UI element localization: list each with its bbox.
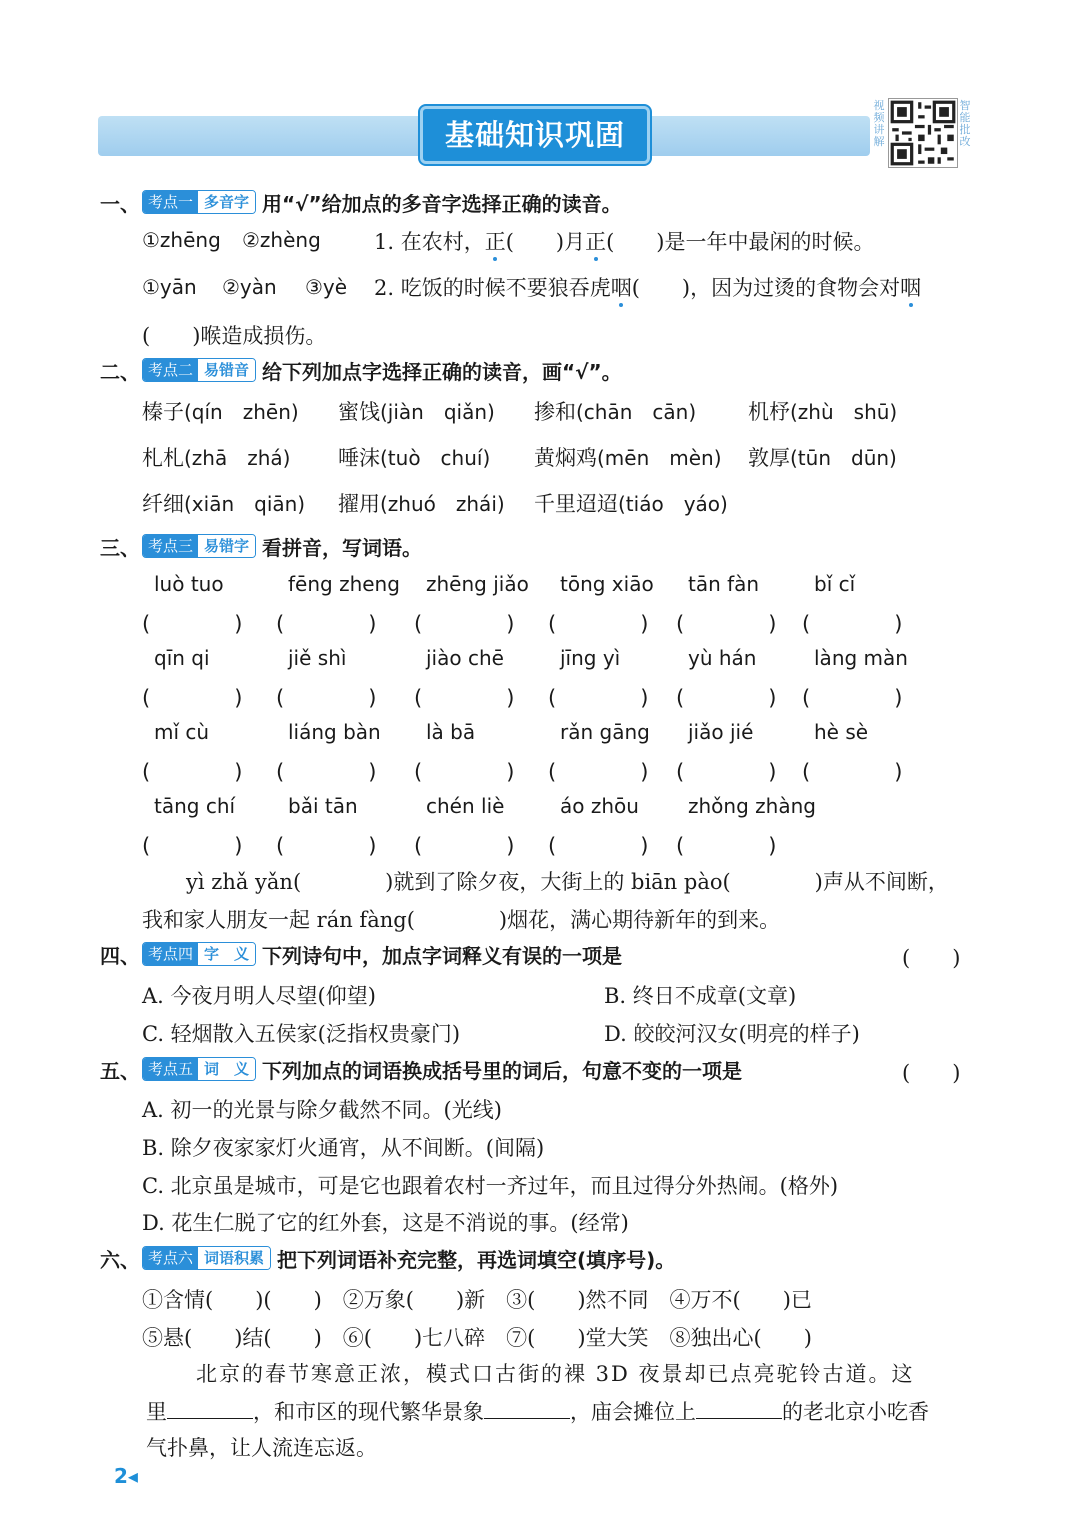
pronunciation-item[interactable] xyxy=(142,442,290,472)
answer-box[interactable]: ( ) xyxy=(276,760,377,784)
word: 擢用 xyxy=(338,492,380,516)
passage-line-3: 气扑鼻，让人流连忘返。 xyxy=(146,1436,377,1460)
answer-box[interactable]: ( ) xyxy=(276,686,377,710)
pronunciation-item[interactable] xyxy=(142,396,299,426)
answer-box[interactable]: ( ) xyxy=(548,760,649,784)
pronunciation-item[interactable] xyxy=(142,488,305,518)
answer-box[interactable]: ( ) xyxy=(142,686,243,710)
topic-tag xyxy=(142,534,256,558)
answer-box[interactable]: ( ) xyxy=(548,686,649,710)
pinyin-word: jiě shì xyxy=(288,646,347,670)
text: 2. 吃饭的时候不要狼吞虎 xyxy=(374,276,611,300)
pinyin-word: tōng xiāo xyxy=(560,572,654,596)
text: 里 xyxy=(146,1400,167,1424)
topic-tag xyxy=(142,1057,256,1081)
section-6-heading xyxy=(100,1244,675,1272)
dotted-char: 咽 xyxy=(900,276,922,300)
tag-label: 考点四 xyxy=(143,943,198,965)
section-number: 一、 xyxy=(100,191,140,216)
section-instruction: 给下列加点字选择正确的读音，画“√”。 xyxy=(262,359,622,384)
qr-code-icon[interactable] xyxy=(888,98,958,168)
pinyin-word: chén liè xyxy=(426,794,505,818)
choice-d[interactable]: D. 花生仁脱了它的红外套，这是不消说的事。(经常) xyxy=(142,1211,629,1235)
pronunciation-item[interactable] xyxy=(534,396,696,426)
pinyin-options[interactable]: (tiáo yáo) xyxy=(618,492,728,516)
pinyin-options[interactable]: (tuò chuí) xyxy=(380,446,491,470)
pronunciation-item[interactable] xyxy=(748,442,897,472)
word: 唾沫 xyxy=(338,446,380,470)
word: 千里迢迢 xyxy=(534,492,618,516)
pinyin-options[interactable]: (xiān qiān) xyxy=(184,492,306,516)
fill-blank[interactable] xyxy=(167,1398,253,1419)
pinyin-word: rǎn gāng xyxy=(560,720,650,744)
passage-line-2 xyxy=(146,1396,929,1426)
pinyin-word: luò tuo xyxy=(154,572,224,596)
section-instruction: 用“√”给加点的多音字选择正确的读音。 xyxy=(262,191,622,216)
pinyin-options[interactable]: (zhù shū) xyxy=(790,400,898,424)
page-number-value: 2 xyxy=(114,1464,128,1488)
word: 黄焖鸡 xyxy=(534,446,597,470)
word: 榛子 xyxy=(142,400,184,424)
answer-box[interactable]: ( ) xyxy=(414,760,515,784)
pinyin-word: tān fàn xyxy=(688,572,760,596)
choice-b[interactable]: B. 终日不成章(文章) xyxy=(604,984,797,1008)
answer-box[interactable]: ( ) xyxy=(276,612,377,636)
section-instruction: 看拼音，写词语。 xyxy=(262,535,423,560)
qr-area[interactable] xyxy=(872,98,972,170)
choice-c[interactable]: C. 北京虽是城市，可是它也跟着农村一齐过年，而且过得分外热闹。(格外) xyxy=(142,1174,839,1198)
tag-topic: 字 义 xyxy=(198,943,255,965)
word: 机杼 xyxy=(748,400,790,424)
pinyin-word: zhēng jiǎo xyxy=(426,572,529,596)
pinyin-options[interactable]: (zhā zhá) xyxy=(184,446,291,470)
qr-label-grading: 智能批改 xyxy=(959,99,971,148)
word: 敦厚 xyxy=(748,446,790,470)
pinyin-options[interactable]: (zhuó zhái) xyxy=(380,492,505,516)
section-number: 五、 xyxy=(100,1058,140,1083)
section-4-heading xyxy=(100,940,622,968)
answer-box[interactable]: ( ) xyxy=(676,834,777,858)
option-2: ②yàn xyxy=(222,275,277,299)
word: 蜜饯 xyxy=(338,400,380,424)
text: ，和市区的现代繁华景象 xyxy=(253,1400,484,1424)
text: 月 xyxy=(564,230,586,254)
pinyin-word: fēng zheng xyxy=(288,572,400,596)
answer-box[interactable]: ( ) xyxy=(548,612,649,636)
idiom-row-1: ①含情( )( ) ②万象( )新 ③( )然不同 ④万不( )已 xyxy=(142,1288,812,1312)
pronunciation-item[interactable] xyxy=(338,488,505,518)
sentence-1: yì zhǎ yǎn( )就到了除夕夜，大街上的 biān pào( )声从不间断， xyxy=(186,870,949,894)
pinyin-word: liáng bàn xyxy=(288,720,381,744)
dotted-char: 正 xyxy=(585,230,607,254)
answer-blank[interactable]: ( ) xyxy=(505,230,565,254)
section-1-heading xyxy=(100,188,622,216)
tag-topic: 词语积累 xyxy=(198,1247,270,1269)
tag-label: 考点三 xyxy=(143,535,198,557)
choice-b[interactable]: B. 除夕夜家家灯火通宵，从不间断。(间隔) xyxy=(142,1136,545,1160)
answer-box[interactable]: ( ) xyxy=(676,612,777,636)
topic-tag xyxy=(142,942,256,966)
tag-topic: 易错音 xyxy=(198,359,255,381)
text: ( )是一年中最闲的时候。 xyxy=(606,230,875,254)
answer-box[interactable]: ( ) xyxy=(802,612,903,636)
topic-tag xyxy=(142,1246,271,1270)
section-5-heading xyxy=(100,1055,742,1083)
text: 的老北京小吃香 xyxy=(782,1400,929,1424)
pinyin-word: jiào chē xyxy=(426,646,504,670)
answer-box[interactable]: ( ) xyxy=(548,834,649,858)
answer-box[interactable]: ( ) xyxy=(414,686,515,710)
answer-bracket[interactable]: ( ) xyxy=(902,1061,961,1085)
pinyin-word: bǐ cǐ xyxy=(814,572,856,596)
answer-box[interactable]: ( ) xyxy=(414,612,515,636)
choice-d[interactable]: D. 皎皎河汉女(明亮的样子) xyxy=(604,1022,860,1046)
pronunciation-item[interactable] xyxy=(534,442,722,472)
pinyin-word: là bā xyxy=(426,720,476,744)
sentence-2: 我和家人朋友一起 rán fàng( )烟花，满心期待新年的到来。 xyxy=(142,908,781,932)
section-number: 六、 xyxy=(100,1247,140,1272)
idiom-row-2: ⑤悬( )结( ) ⑥( )七八碎 ⑦( )堂大笑 ⑧独出心( ) xyxy=(142,1326,812,1350)
section-number: 三、 xyxy=(100,535,140,560)
pronunciation-item[interactable] xyxy=(338,396,495,426)
tag-label: 考点六 xyxy=(143,1247,198,1269)
pinyin-options[interactable]: (tūn dūn) xyxy=(790,446,897,470)
text: 1. 在农村， xyxy=(374,230,485,254)
choice-c[interactable]: C. 轻烟散入五侯家(泛指权贵豪门) xyxy=(142,1022,461,1046)
answer-box[interactable]: ( ) xyxy=(676,686,777,710)
section-3-heading xyxy=(100,532,422,560)
answer-box[interactable]: ( ) xyxy=(802,686,903,710)
section-instruction: 下列诗句中，加点字词释义有误的一项是 xyxy=(262,943,623,968)
tag-topic: 多音字 xyxy=(198,191,255,213)
pinyin-word: zhǒng zhàng xyxy=(688,794,816,818)
pinyin-word: jiǎo jié xyxy=(688,720,754,744)
pinyin-word: tāng chí xyxy=(154,794,236,818)
question-2-cont: ( )喉造成损伤。 xyxy=(142,324,327,348)
section-instruction: 下列加点的词语换成括号里的词后，句意不变的一项是 xyxy=(262,1058,743,1083)
pinyin-word: yù hán xyxy=(688,646,757,670)
passage-line-1: 北京的春节寒意正浓，模式口古街的裸 3D 夜景却已点亮驼铃古道。这 xyxy=(196,1362,915,1386)
tag-topic: 词 义 xyxy=(198,1058,255,1080)
answer-box[interactable]: ( ) xyxy=(414,834,515,858)
question-2 xyxy=(374,272,921,302)
choice-a[interactable]: A. 今夜月明人尽望(仰望) xyxy=(142,984,376,1008)
option-3: ③yè xyxy=(305,275,348,299)
pronunciation-item[interactable] xyxy=(748,396,897,426)
answer-bracket[interactable]: ( ) xyxy=(902,946,961,970)
word: 札札 xyxy=(142,446,184,470)
tag-label: 考点一 xyxy=(143,191,198,213)
section-2-heading xyxy=(100,356,622,384)
page-number: 2◂ xyxy=(114,1464,138,1488)
word: 掺和 xyxy=(534,400,576,424)
answer-box[interactable]: ( ) xyxy=(676,760,777,784)
fill-blank[interactable] xyxy=(696,1398,782,1419)
option-2: ②zhèng xyxy=(242,228,321,252)
pinyin-word: áo zhōu xyxy=(560,794,639,818)
pinyin-word: hè sè xyxy=(814,720,869,744)
fill-blank[interactable] xyxy=(484,1398,570,1419)
pinyin-options[interactable]: (jiàn qiǎn) xyxy=(380,400,495,424)
topic-tag xyxy=(142,358,256,382)
answer-box[interactable]: ( ) xyxy=(142,760,243,784)
section-number: 二、 xyxy=(100,359,140,384)
dotted-char: 正 xyxy=(484,230,506,254)
answer-box[interactable]: ( ) xyxy=(276,834,377,858)
option-1: ①zhēng xyxy=(142,228,221,252)
pinyin-word: mǐ cù xyxy=(154,720,210,744)
qr-label-video: 视频讲解 xyxy=(873,99,885,148)
answer-box[interactable]: ( ) xyxy=(802,760,903,784)
tag-label: 考点二 xyxy=(143,359,198,381)
pronunciation-item[interactable] xyxy=(534,488,728,518)
pinyin-options[interactable]: (chān cān) xyxy=(576,400,697,424)
dotted-char: 咽 xyxy=(610,276,632,300)
text: ，庙会摊位上 xyxy=(570,1400,696,1424)
pinyin-word: bǎi tān xyxy=(288,794,358,818)
pinyin-word: làng màn xyxy=(814,646,908,670)
option-1: ①yān xyxy=(142,275,197,299)
text: ( )，因为过烫的食物会对 xyxy=(631,276,901,300)
pinyin-word: qīn qi xyxy=(154,646,210,670)
tag-topic: 易错字 xyxy=(198,535,255,557)
question-1 xyxy=(374,226,875,256)
pinyin-word: jīng yì xyxy=(560,646,621,670)
pronunciation-item[interactable] xyxy=(338,442,490,472)
section-instruction: 把下列词语补充完整，再选词填空(填序号)。 xyxy=(277,1247,676,1272)
page-title: 基础知识巩固 xyxy=(420,106,650,164)
answer-box[interactable]: ( ) xyxy=(142,834,243,858)
pinyin-options[interactable]: (mēn mèn) xyxy=(597,446,722,470)
tag-label: 考点五 xyxy=(143,1058,198,1080)
answer-box[interactable]: ( ) xyxy=(142,612,243,636)
pinyin-options[interactable]: (qín zhēn) xyxy=(184,400,299,424)
choice-a[interactable]: A. 初一的光景与除夕截然不同。(光线) xyxy=(142,1098,502,1122)
topic-tag xyxy=(142,190,256,214)
word: 纤细 xyxy=(142,492,184,516)
section-number: 四、 xyxy=(100,943,140,968)
